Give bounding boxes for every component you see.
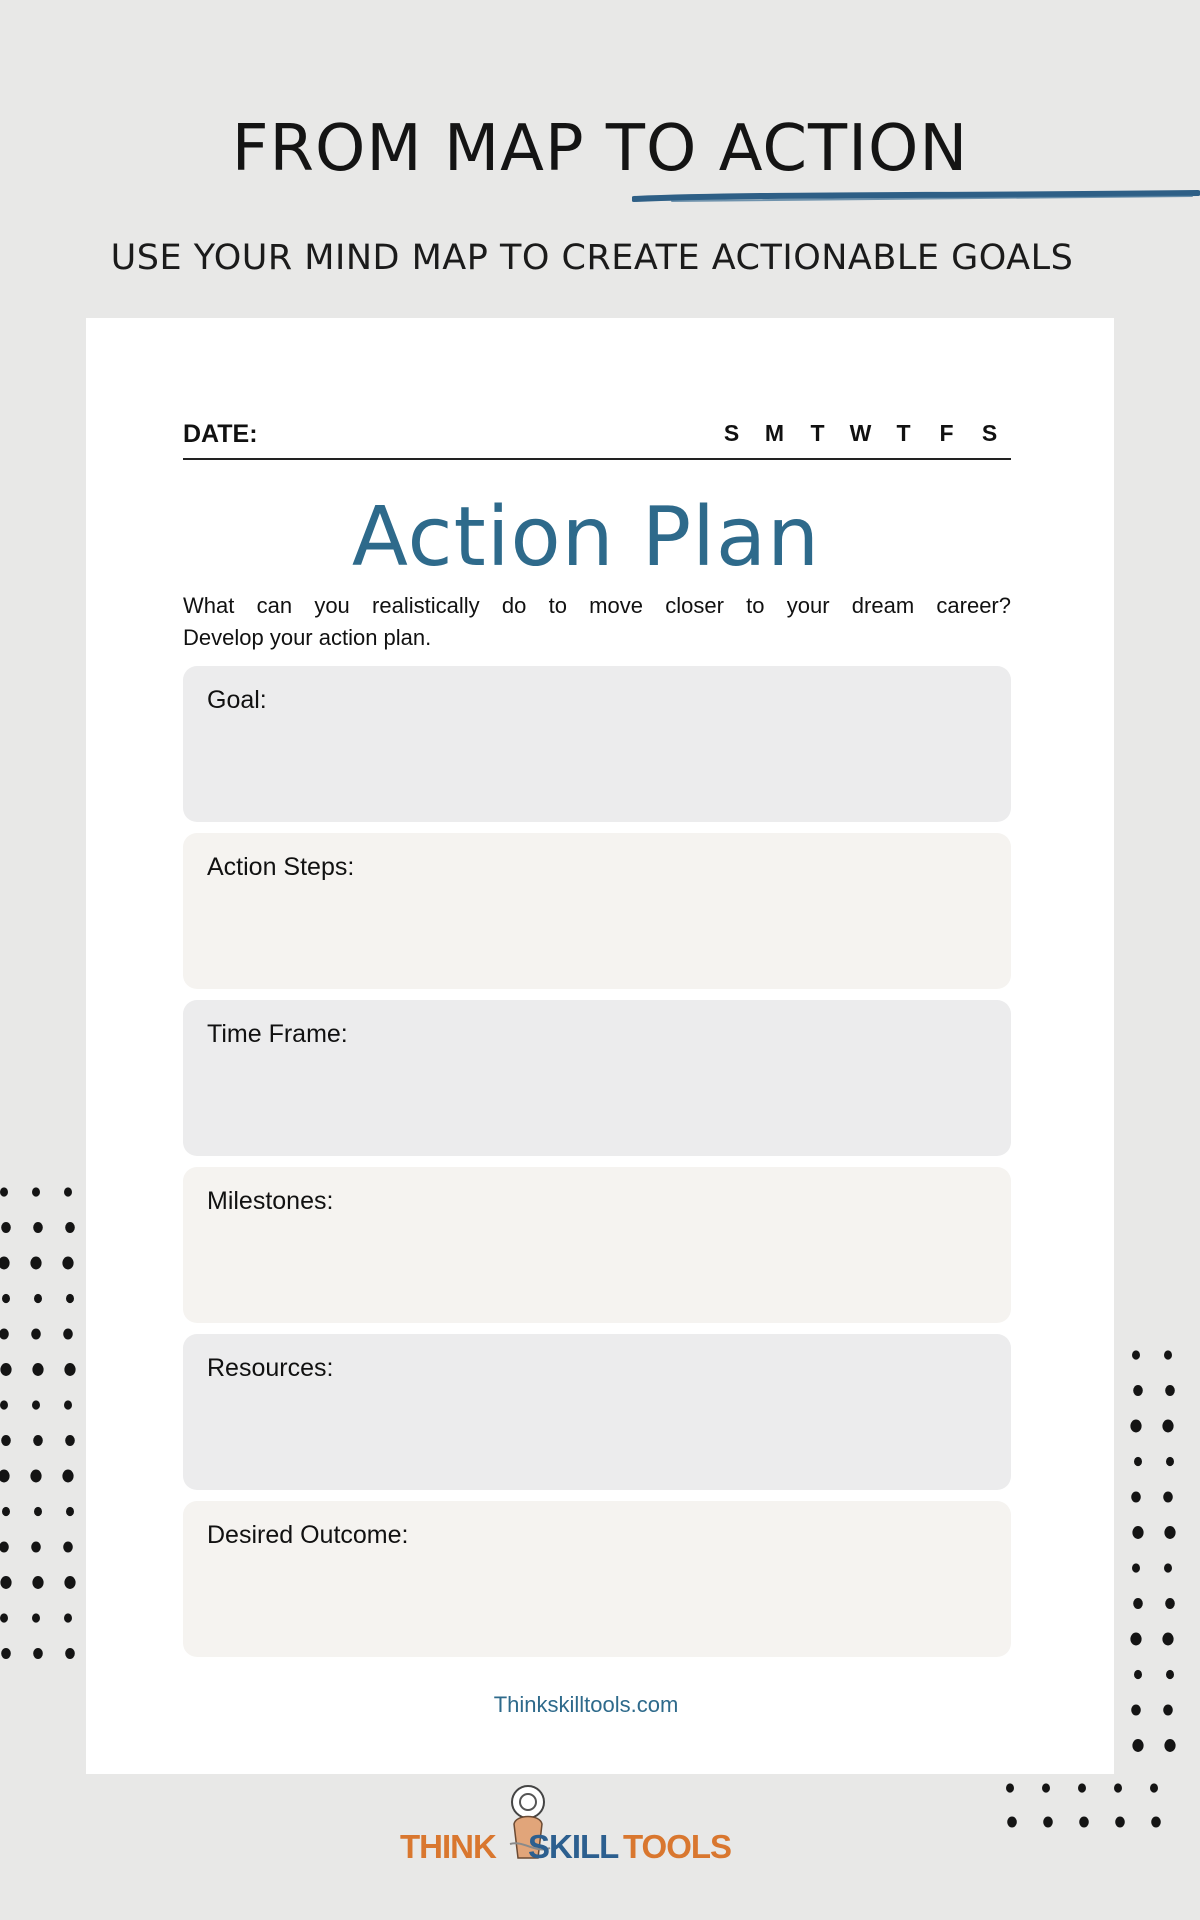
- decor-dot: [1166, 1457, 1174, 1466]
- instructions-line-1: What can you realistically do to move closer to your dream career?: [183, 593, 1011, 618]
- instructions-line-2: Develop your action plan.: [183, 625, 432, 650]
- decor-dot: [1163, 1491, 1173, 1502]
- decor-dot: [1131, 1491, 1141, 1502]
- decor-dot: [1130, 1420, 1141, 1433]
- decor-dot: [1043, 1816, 1053, 1827]
- decor-dot: [0, 1613, 8, 1622]
- page-subtitle: USE YOUR MIND MAP TO CREATE ACTIONABLE GOALS: [110, 238, 1074, 278]
- decor-dot: [1132, 1563, 1140, 1572]
- decor-dot: [1079, 1816, 1089, 1827]
- decor-dot: [1131, 1704, 1141, 1715]
- decor-dot: [1164, 1350, 1172, 1359]
- decor-dot: [1166, 1670, 1174, 1679]
- decor-dot: [30, 1257, 41, 1270]
- goal-field[interactable]: [183, 666, 1011, 822]
- worksheet-instructions: [183, 590, 1011, 654]
- weekday-selector: [710, 420, 1011, 447]
- decor-dot: [32, 1400, 40, 1409]
- day-wednesday[interactable]: W: [849, 420, 872, 446]
- decor-dot: [1162, 1420, 1173, 1433]
- decor-dot: [1007, 1816, 1017, 1827]
- decor-dot: [31, 1328, 41, 1339]
- decor-dot: [62, 1470, 73, 1483]
- decor-dot: [1078, 1783, 1086, 1792]
- decor-dot: [2, 1294, 10, 1303]
- decor-dot: [32, 1363, 43, 1376]
- desired-outcome-field[interactable]: [183, 1501, 1011, 1657]
- decor-dot: [1165, 1598, 1175, 1609]
- decor-dot: [1042, 1783, 1050, 1792]
- decor-dot: [1130, 1633, 1141, 1646]
- milestones-field[interactable]: [183, 1167, 1011, 1323]
- decor-dot: [1134, 1457, 1142, 1466]
- day-thursday[interactable]: T: [896, 420, 911, 446]
- day-friday[interactable]: F: [939, 420, 954, 446]
- decor-dot: [66, 1294, 74, 1303]
- footer-website-link[interactable]: Thinkskilltools.com: [493, 1692, 679, 1717]
- decor-dot: [34, 1294, 42, 1303]
- decor-dot: [1164, 1526, 1175, 1539]
- decor-dot: [63, 1328, 73, 1339]
- decor-dot: [1132, 1526, 1143, 1539]
- decor-dot: [33, 1648, 43, 1659]
- decor-dot: [32, 1187, 40, 1196]
- time-frame-field[interactable]: [183, 1000, 1011, 1156]
- decor-dot: [0, 1541, 9, 1552]
- decor-dot: [32, 1576, 43, 1589]
- page-headline: FROM MAP TO ACTION: [231, 112, 969, 186]
- decor-dot: [62, 1257, 73, 1270]
- decor-dot: [65, 1648, 75, 1659]
- decor-dot: [32, 1613, 40, 1622]
- decor-dot: [1164, 1563, 1172, 1572]
- decor-dot: [65, 1222, 75, 1233]
- decor-dot: [0, 1257, 10, 1270]
- decor-dot: [64, 1363, 75, 1376]
- decor-dot: [1114, 1783, 1122, 1792]
- logo-word-think: THINK: [400, 1828, 496, 1865]
- desired-outcome-label: Desired Outcome:: [207, 1521, 409, 1549]
- decor-dot: [1132, 1739, 1143, 1752]
- goal-label: Goal:: [207, 686, 267, 714]
- decor-dot: [1, 1648, 11, 1659]
- decor-dot: [1162, 1633, 1173, 1646]
- decor-dot: [31, 1541, 41, 1552]
- decor-dot: [1150, 1783, 1158, 1792]
- action-steps-field[interactable]: [183, 833, 1011, 989]
- decor-dot: [1132, 1350, 1140, 1359]
- decor-dot: [33, 1222, 43, 1233]
- decor-dot: [0, 1576, 11, 1589]
- decor-dot: [0, 1328, 9, 1339]
- dot-pattern-left-decoration: [0, 1180, 80, 1670]
- day-saturday[interactable]: S: [981, 420, 998, 446]
- logo-word-skill: SKILL: [528, 1828, 619, 1865]
- decor-dot: [1133, 1385, 1143, 1396]
- decor-dot: [1164, 1739, 1175, 1752]
- decor-dot: [64, 1400, 72, 1409]
- day-sunday[interactable]: S: [723, 420, 740, 446]
- decor-dot: [0, 1470, 10, 1483]
- worksheet-page: [86, 318, 1114, 1774]
- decor-dot: [1, 1435, 11, 1446]
- decor-dot: [0, 1400, 8, 1409]
- resources-field[interactable]: [183, 1334, 1011, 1490]
- decor-dot: [1134, 1670, 1142, 1679]
- decor-dot: [0, 1363, 11, 1376]
- date-row: [183, 412, 1011, 460]
- decor-dot: [2, 1507, 10, 1516]
- decor-dot: [1165, 1385, 1175, 1396]
- think-skill-tools-logo: [380, 1784, 740, 1874]
- day-monday[interactable]: M: [764, 420, 785, 446]
- decor-dot: [64, 1187, 72, 1196]
- action-steps-label: Action Steps:: [207, 853, 355, 881]
- decor-dot: [1163, 1704, 1173, 1715]
- logo-word-tools: TOOLS: [623, 1828, 732, 1865]
- decor-dot: [1133, 1598, 1143, 1609]
- milestones-label: Milestones:: [207, 1187, 334, 1215]
- decor-dot: [64, 1613, 72, 1622]
- decor-dot: [0, 1187, 8, 1196]
- day-tuesday[interactable]: T: [810, 420, 825, 446]
- decor-dot: [1, 1222, 11, 1233]
- worksheet-title: Action Plan: [351, 490, 821, 585]
- decor-dot: [1006, 1783, 1014, 1792]
- decor-dot: [34, 1507, 42, 1516]
- decor-dot: [63, 1541, 73, 1552]
- resources-label: Resources:: [207, 1354, 334, 1382]
- decor-dot: [65, 1435, 75, 1446]
- decor-dot: [66, 1507, 74, 1516]
- decor-dot: [64, 1576, 75, 1589]
- time-frame-label: Time Frame:: [207, 1020, 348, 1048]
- decor-dot: [33, 1435, 43, 1446]
- date-label: DATE:: [183, 420, 258, 448]
- decor-dot: [1115, 1816, 1125, 1827]
- decor-dot: [30, 1470, 41, 1483]
- brush-stroke-decoration: [632, 190, 1200, 204]
- decor-dot: [1151, 1816, 1161, 1827]
